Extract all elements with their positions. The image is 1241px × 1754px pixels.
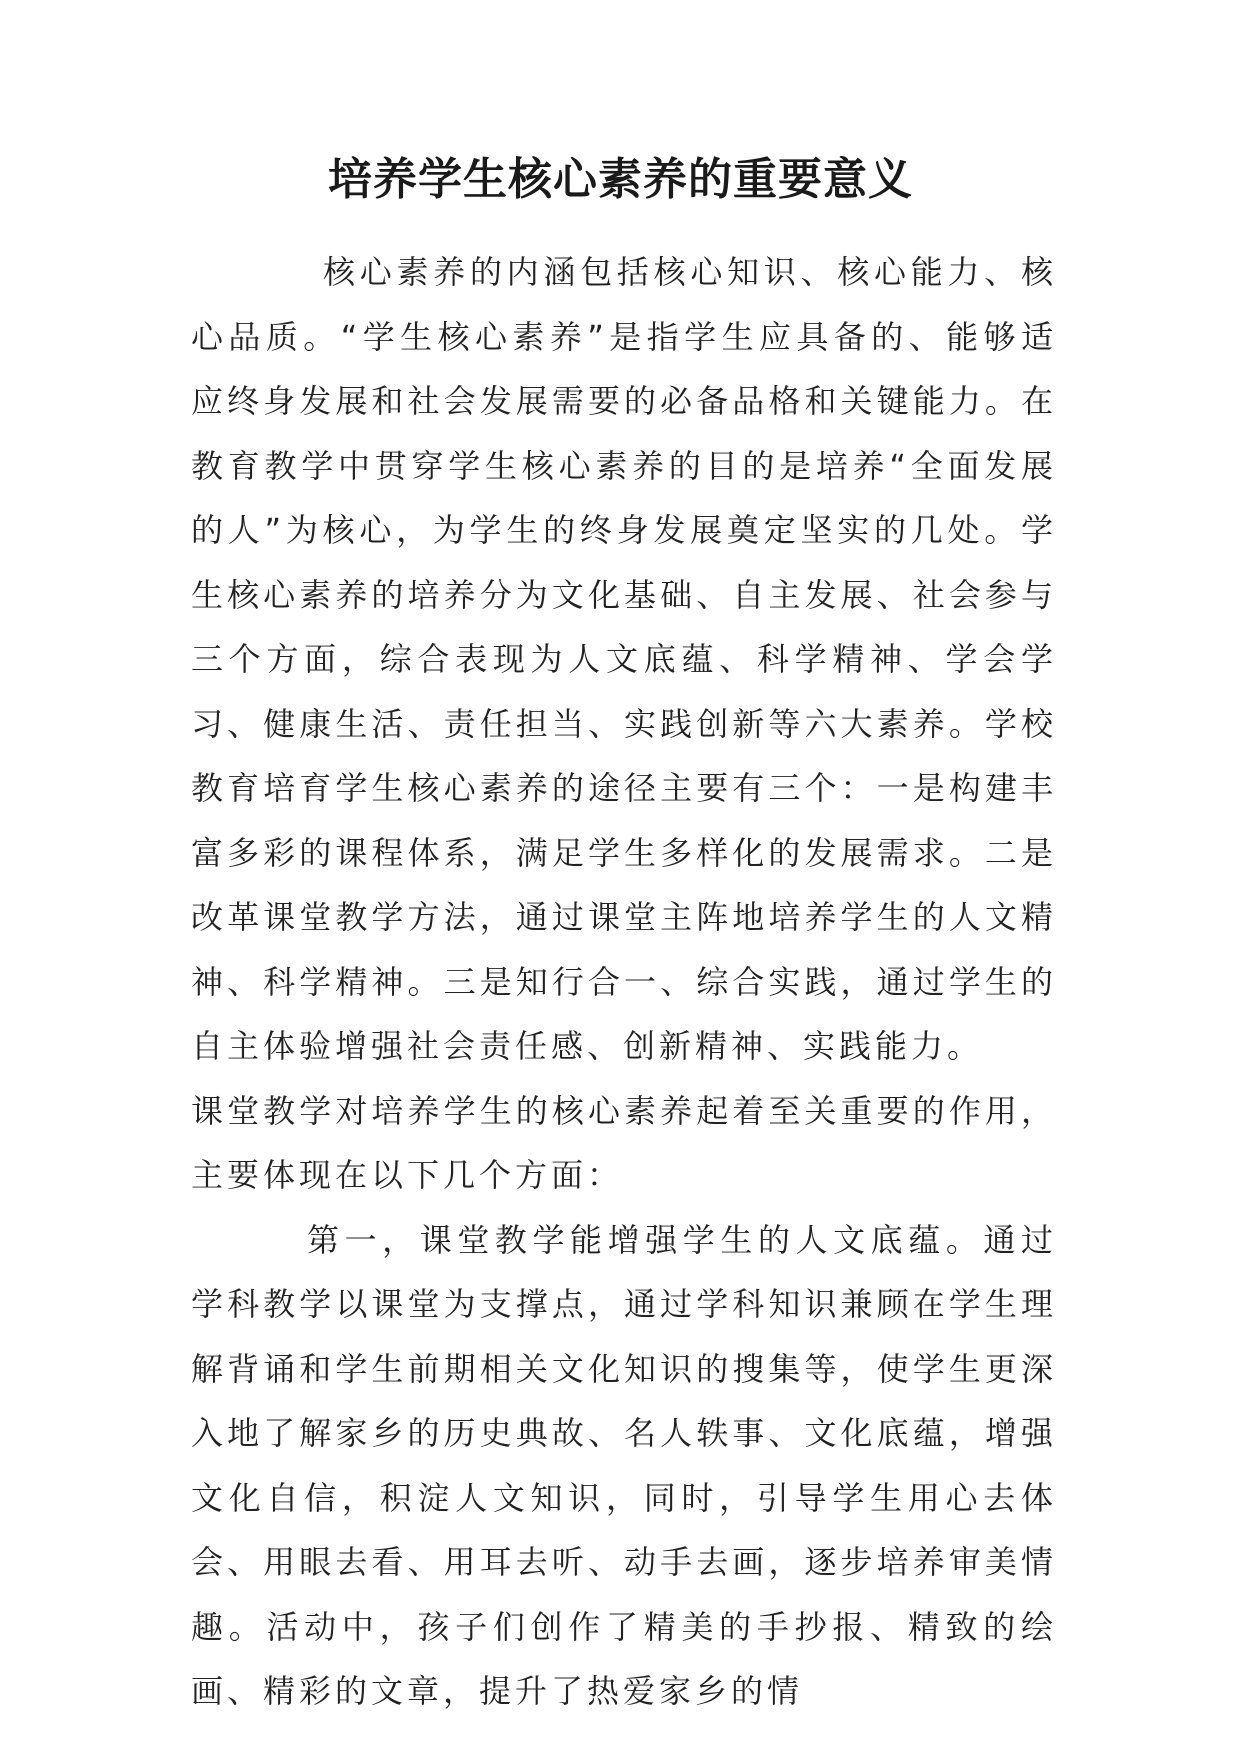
paragraph-classroom-role: 课堂教学对培养学生的核心素养起着至关重要的作用，主要体现在以下几个方面：: [191, 1091, 1057, 1194]
document-body: [191, 240, 1057, 1724]
paragraph-first-point: 第一，课堂教学能增强学生的人文底蕴。通过学科教学以课堂为支撑点，通过学科知识兼顾在学生理解背诵和学生前期相关文化知识的搜集等，使学生更深入地了解家乡的历史典故、名人轶事、文化底蕴，增强文化自信，积淀人文知识，同时，引导学生用心去体会、用眼去看、用耳去听、动手去画，逐步培养审美情趣。活动中，孩子们创作了精美的手抄报、精致的绘画、精彩的文章，提升了热爱家乡的情: [191, 1220, 1057, 1710]
document-title: 培养学生核心素养的重要意义: [328, 154, 913, 205]
paragraph-core-literacy-definition: 核心素养的内涵包括核心知识、核心能力、核心品质。“学生核心素养”是指学生应具备的、能够适应终身发展和社会发展需要的必备品格和关键能力。在教育教学中贯穿学生核心素养的目的是培养“全面发展的人”为核心，为学生的终身发展奠定坚实的几处。学生核心素养的培养分为文化基础、自主发展、社会参与三个方面，综合表现为人文底蕴、科学精神、学会学习、健康生活、责任担当、实践创新等六大素养。学校教育培育学生核心素养的途径主要有三个：一是构建丰富多彩的课程体系，满足学生多样化的发展需求。二是改革课堂教学方法，通过课堂主阵地培养学生的人文精神、科学精神。三是知行合一、综合实践，通过学生的自主体验增强社会责任感、创新精神、实践能力。: [191, 253, 1057, 1065]
